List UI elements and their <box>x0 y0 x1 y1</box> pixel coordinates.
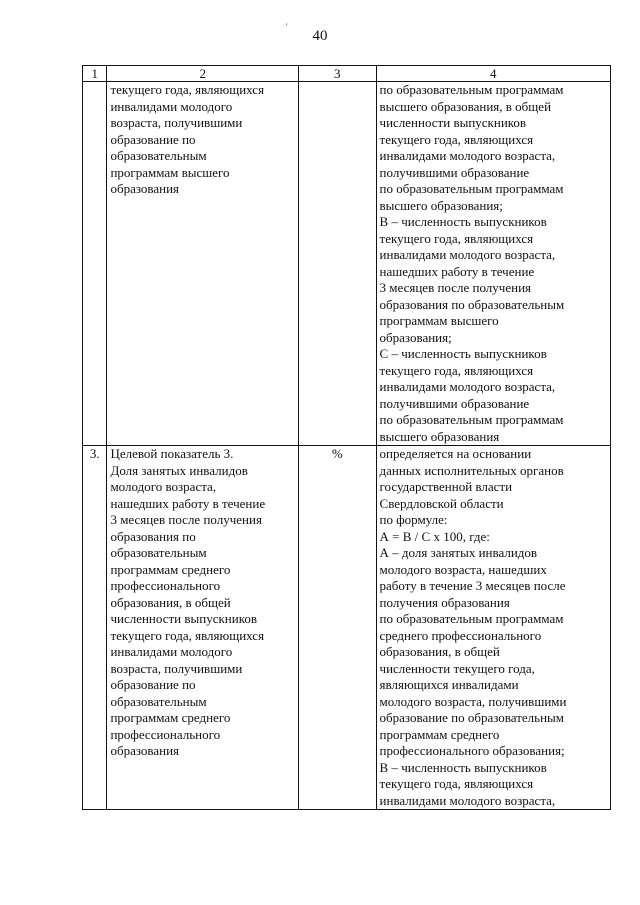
indicator-name-line: профессионального <box>110 578 221 593</box>
calculation-method-line: среднего профессионального <box>379 627 542 643</box>
indicator-name-line: возраста, получившими <box>110 115 243 130</box>
indicator-name-line: Целевой показатель 3. <box>110 446 234 461</box>
column-number-1: 1 <box>83 66 107 82</box>
column-number-4: 4 <box>376 66 610 82</box>
indicator-name-line: программам высшего <box>110 164 230 180</box>
calculation-method-line: образования, в общей <box>379 644 500 659</box>
indicator-name-line: программам среднего <box>110 710 231 725</box>
calculation-method-line: высшего образования, в общей <box>379 98 552 114</box>
calculation-method-line: молодого возраста, нашедших <box>379 561 547 577</box>
indicator-name-line: образовательным <box>110 545 207 560</box>
indicator-name-cell <box>107 446 299 810</box>
indicator-name-line: профессионального <box>110 726 221 742</box>
calculation-method-line: инвалидами молодого возраста, <box>379 379 556 394</box>
calculation-method-line: получения образования <box>379 594 510 610</box>
calculation-method-line: численности текущего года, <box>379 660 535 676</box>
calculation-method-line: инвалидами молодого возраста, <box>379 792 556 808</box>
table-row <box>83 82 611 446</box>
calculation-method-line: текущего года, являющихся <box>379 362 534 378</box>
scan-speck: ' <box>286 22 288 31</box>
calculation-method-line: программам среднего <box>379 726 500 742</box>
calculation-method-line: по формуле: <box>379 512 448 527</box>
calculation-method-line: А = В / С х 100, где: <box>379 528 490 544</box>
calculation-method-line: государственной власти <box>379 479 513 494</box>
calculation-method-line: по образовательным программам <box>379 611 564 626</box>
column-number-row <box>83 66 611 82</box>
calculation-method-line: молодого возраста, получившими <box>379 693 567 709</box>
calculation-method-line: определяется на основании <box>379 446 532 461</box>
indicator-name-line: инвалидами молодого <box>110 98 233 114</box>
calculation-method-line: по образовательным программам <box>379 181 564 196</box>
indicator-name-line: образования, в общей <box>110 594 231 610</box>
indicator-name-line: образования <box>110 181 180 196</box>
calculation-method-line: В – численность выпускников <box>379 759 547 775</box>
row-number-cell: 3. <box>83 446 107 810</box>
calculation-method-line: 3 месяцев после получения <box>379 280 531 295</box>
calculation-method-line: нашедших работу в течение <box>379 263 535 279</box>
indicator-name-line: образовательным <box>110 693 207 709</box>
indicator-name-line: образование по <box>110 677 196 692</box>
indicator-name-cell <box>107 82 299 446</box>
calculation-method-line: получившими образование <box>379 395 530 411</box>
calculation-method-line: инвалидами молодого возраста, <box>379 148 556 163</box>
calculation-method-line: профессионального образования; <box>379 743 565 758</box>
calculation-method-line: образования по образовательным <box>379 296 565 312</box>
calculation-method-line: являющихся инвалидами <box>379 677 519 692</box>
unit-cell <box>299 82 376 446</box>
calculation-method-line: образование по образовательным <box>379 710 564 725</box>
indicator-name-line: инвалидами молодого <box>110 644 233 659</box>
calculation-method-line: численности выпускников <box>379 115 527 130</box>
table-row <box>83 446 611 810</box>
calculation-method-line: высшего образования; <box>379 197 503 213</box>
unit-cell: % <box>299 446 376 810</box>
calculation-method-line: Свердловской области <box>379 495 504 511</box>
column-number-2: 2 <box>107 66 299 82</box>
indicator-name-line: образования <box>110 743 180 758</box>
calculation-method-cell <box>376 446 610 810</box>
calculation-method-line: высшего образования <box>379 428 500 444</box>
indicator-name-line: Доля занятых инвалидов <box>110 462 248 478</box>
calculation-method-line: В – численность выпускников <box>379 214 547 229</box>
indicator-name-line: возраста, получившими <box>110 660 243 676</box>
calculation-method-line: данных исполнительных органов <box>379 462 564 478</box>
indicator-name-line: численности выпускников <box>110 611 257 626</box>
indicator-name-line: текущего года, являющихся <box>110 82 265 97</box>
calculation-method-line: получившими образование <box>379 164 530 180</box>
column-number-3: 3 <box>299 66 376 82</box>
row-number-cell <box>83 82 107 446</box>
indicator-name-line: 3 месяцев после получения <box>110 512 262 527</box>
calculation-method-line: работу в течение 3 месяцев после <box>379 578 566 593</box>
indicator-name-line: нашедших работу в течение <box>110 495 266 511</box>
indicator-name-line: образование по <box>110 131 196 147</box>
calculation-method-line: образования; <box>379 329 452 345</box>
calculation-method-line: по образовательным программам <box>379 82 564 97</box>
indicator-name-line: текущего года, являющихся <box>110 627 265 643</box>
indicator-name-line: программам среднего <box>110 561 231 577</box>
page-number: 40 <box>312 28 328 44</box>
calculation-method-line: инвалидами молодого возраста, <box>379 247 556 262</box>
calculation-method-cell <box>376 82 610 446</box>
indicator-name-line: образовательным <box>110 148 207 163</box>
calculation-method-line: текущего года, являющихся <box>379 230 534 246</box>
calculation-method-line: А – доля занятых инвалидов <box>379 545 538 560</box>
indicator-name-line: образования по <box>110 528 196 544</box>
indicator-table <box>82 65 611 810</box>
indicator-name-line: молодого возраста, <box>110 479 217 494</box>
calculation-method-line: по образовательным программам <box>379 412 564 427</box>
calculation-method-line: текущего года, являющихся <box>379 776 534 791</box>
calculation-method-line: С – численность выпускников <box>379 346 547 361</box>
calculation-method-line: программам высшего <box>379 313 499 328</box>
calculation-method-line: текущего года, являющихся <box>379 131 534 147</box>
